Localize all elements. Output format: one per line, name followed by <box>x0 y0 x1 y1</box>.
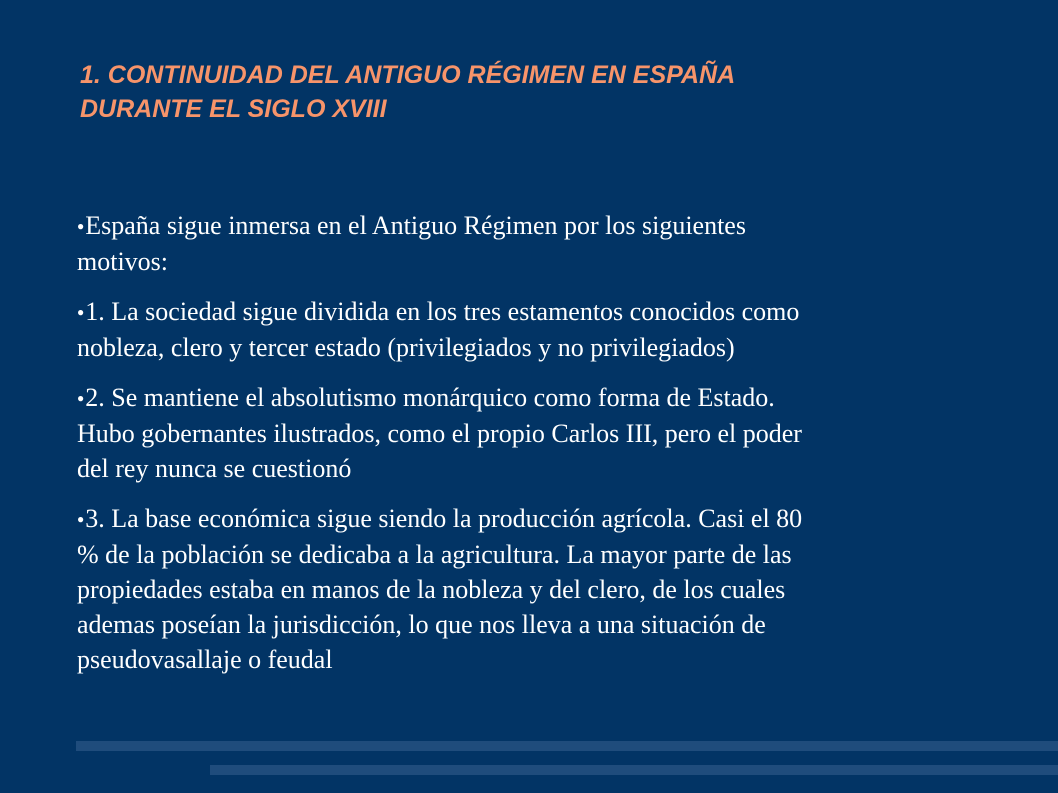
bullet-text: 1. La sociedad sigue dividida en los tres estamentos conocidos como <box>85 297 800 326</box>
bullet-dot-icon: ● <box>77 391 85 405</box>
bullet-line: % de la población se dedicaba a la agricultura. La mayor parte de las <box>77 540 792 569</box>
slide-title <box>80 58 980 126</box>
slide-title-line-2: DURANTE EL SIGLO XVIII <box>80 95 387 123</box>
bullet-text: España sigue inmersa en el Antiguo Régimen por los siguientes <box>85 211 746 240</box>
bullet-item <box>77 380 977 486</box>
bullet-dot-icon: ● <box>77 512 85 526</box>
bullet-line: pseudovasallaje o feudal <box>77 645 333 674</box>
bullet-dot-icon: ● <box>77 219 85 233</box>
bullet-line: del rey nunca se cuestionó <box>77 454 352 483</box>
bullet-item <box>77 501 977 677</box>
bullet-line: propiedades estaba en manos de la nobleza y del clero, de los cuales <box>77 575 786 604</box>
bullet-line <box>77 294 977 330</box>
bullet-line: Hubo gobernantes ilustrados, como el propio Carlos III, pero el poder <box>77 419 802 448</box>
decorative-band-lower <box>210 765 1058 775</box>
bullet-item <box>77 294 977 365</box>
bullet-dot-icon: ● <box>77 305 85 319</box>
bullet-text: 2. Se mantiene el absolutismo monárquico como forma de Estado. <box>85 383 775 412</box>
bullet-line: motivos: <box>77 247 169 276</box>
bullet-line <box>77 208 977 244</box>
bullet-line: nobleza, clero y tercer estado (privilegiados y no privilegiados) <box>77 333 735 362</box>
slide-title-line-1: 1. CONTINUIDAD DEL ANTIGUO RÉGIMEN EN ESPAÑA <box>80 61 736 89</box>
bullet-line: ademas poseían la jurisdicción, lo que nos lleva a una situación de <box>77 610 766 639</box>
bullet-line <box>77 501 977 537</box>
bullet-text: 3. La base económica sigue siendo la producción agrícola. Casi el 80 <box>85 504 803 533</box>
bullet-item <box>77 208 977 279</box>
bullet-list <box>77 208 977 692</box>
decorative-band-upper <box>76 741 1058 751</box>
bullet-line <box>77 380 977 416</box>
